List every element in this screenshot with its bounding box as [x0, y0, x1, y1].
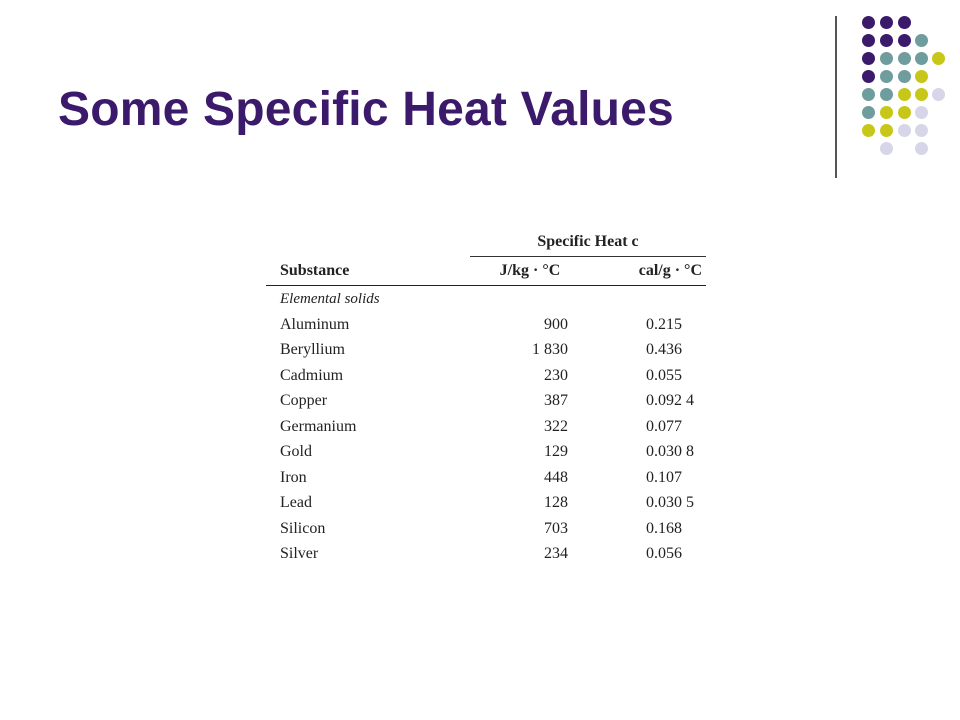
- cell-cal-per-g: 0.168: [646, 519, 682, 537]
- cell-j-per-kg: 448: [544, 468, 568, 486]
- decorative-dot: [915, 106, 928, 119]
- cell-cal-per-g: 0.436: [646, 341, 682, 359]
- cell-j-per-kg: 387: [544, 392, 568, 410]
- decorative-dot: [898, 124, 911, 137]
- decorative-dot: [880, 106, 893, 119]
- cell-substance: Copper: [280, 392, 328, 410]
- decorative-dot: [898, 88, 911, 101]
- cell-substance: Cadmium: [280, 366, 344, 384]
- decorative-dot: [932, 88, 945, 101]
- decorative-dot: [880, 52, 893, 65]
- cell-j-per-kg: 234: [544, 545, 568, 563]
- decorative-dot: [880, 124, 893, 137]
- decorative-dot: [880, 142, 893, 155]
- column-header-cal-per-g: cal/g · °C: [590, 257, 706, 286]
- decorative-dot: [862, 124, 875, 137]
- specific-heat-table-image: [266, 228, 706, 567]
- table-row: [266, 363, 706, 389]
- decorative-dot: [898, 70, 911, 83]
- cell-j-per-kg: 230: [544, 366, 568, 384]
- decorative-dot: [898, 106, 911, 119]
- decorative-dot: [932, 52, 945, 65]
- cell-j-per-kg: 128: [544, 494, 568, 512]
- cell-substance: Lead: [280, 494, 312, 512]
- decorative-dot: [880, 88, 893, 101]
- column-header-j-per-kg: J/kg · °C: [470, 257, 590, 286]
- group-header: [470, 228, 706, 257]
- cell-j-per-kg: 900: [544, 315, 568, 333]
- cell-substance: Silver: [280, 545, 319, 563]
- cell-cal-per-g: 0.056: [646, 545, 682, 563]
- cell-cal-per-g: 0.107: [646, 468, 682, 486]
- group-header-text: Specific Heat c: [537, 233, 639, 250]
- cell-substance: Silicon: [280, 519, 326, 537]
- table-row: [266, 465, 706, 491]
- decorative-dot: [862, 70, 875, 83]
- decorative-dot: [862, 88, 875, 101]
- decorative-dot: [880, 34, 893, 47]
- table-row: [266, 491, 706, 517]
- cell-j-per-kg: 322: [544, 417, 568, 435]
- decorative-dot: [898, 16, 911, 29]
- table-row: [266, 440, 706, 466]
- cell-cal-per-g: 0.055: [646, 366, 682, 384]
- decorative-dot: [880, 70, 893, 83]
- cell-substance: Germanium: [280, 417, 357, 435]
- table-row: [266, 338, 706, 364]
- decorative-dot: [915, 34, 928, 47]
- table-row: [266, 312, 706, 338]
- empty-header-cell: [266, 228, 470, 257]
- table-row: [266, 414, 706, 440]
- table-body: [266, 286, 706, 568]
- decorative-dot: [898, 34, 911, 47]
- category-label: Elemental solids: [280, 290, 380, 307]
- decorative-dot: [915, 88, 928, 101]
- cell-cal-per-g: 0.215: [646, 315, 682, 333]
- cell-substance: Iron: [280, 468, 307, 486]
- cell-cal-per-g: 0.077: [646, 417, 682, 435]
- decorative-dot: [862, 106, 875, 119]
- cell-cal-per-g: 0.092 4: [646, 392, 694, 410]
- decorative-dot: [915, 70, 928, 83]
- decorative-dot: [880, 16, 893, 29]
- decorative-dot: [915, 52, 928, 65]
- decorative-dot: [862, 34, 875, 47]
- column-header-substance: Substance: [266, 257, 470, 286]
- cell-substance: Aluminum: [280, 315, 350, 333]
- decorative-dot: [862, 16, 875, 29]
- vertical-divider: [835, 16, 837, 178]
- cell-substance: Beryllium: [280, 341, 345, 359]
- cell-j-per-kg: 703: [544, 519, 568, 537]
- cell-cal-per-g: 0.030 5: [646, 494, 694, 512]
- cell-j-per-kg: 1 830: [532, 341, 568, 359]
- cell-substance: Gold: [280, 443, 312, 461]
- specific-heat-table: [266, 228, 706, 567]
- table-row: [266, 389, 706, 415]
- table-row: [266, 542, 706, 568]
- decorative-dot: [862, 52, 875, 65]
- table-row: [266, 516, 706, 542]
- decorative-dot: [898, 52, 911, 65]
- decorative-dot: [915, 124, 928, 137]
- cell-j-per-kg: 129: [544, 443, 568, 461]
- slide-title: Some Specific Heat Values: [58, 83, 674, 136]
- cell-cal-per-g: 0.030 8: [646, 443, 694, 461]
- decorative-dot: [915, 142, 928, 155]
